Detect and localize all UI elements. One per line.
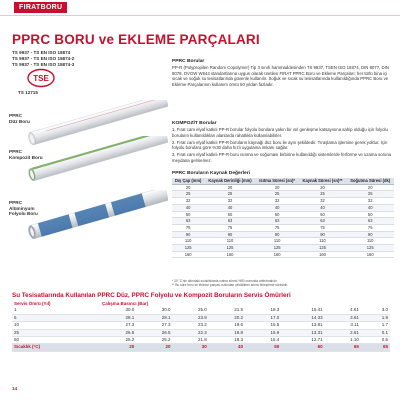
section-heading: KOMPOZİT Borular: [172, 121, 217, 126]
top-rule: [0, 15, 400, 16]
weld-header-cell: Kaynak Derinliği (mm): [204, 178, 255, 184]
table-cell: 20: [256, 184, 299, 191]
weld-note: ** Bu süre boru ve ekleme parçası ısıtıcıdan çekildikten sonra birleştirme süresidir.: [172, 283, 289, 287]
table-cell: 50: [172, 211, 204, 218]
table-row: [172, 231, 394, 238]
table-cell: 50: [346, 211, 394, 218]
table-row: [12, 329, 390, 336]
tse-standard-label: TS 12715: [18, 90, 38, 95]
page-title: PPRC BORU ve EKLEME PARÇALARI: [12, 32, 260, 47]
table-cell: 32: [256, 198, 299, 205]
table-cell: 3.61: [325, 314, 361, 321]
page-number: 14: [12, 386, 18, 391]
table-cell: 110: [346, 238, 394, 245]
tse-logo-icon: [26, 68, 56, 88]
table-row: [172, 204, 394, 211]
table-cell: 90: [256, 231, 299, 238]
table-cell: 17.0: [245, 314, 281, 321]
temperature-row: [12, 344, 390, 351]
section-paragraph: 3. Fırat cam elyaf katkılı PP-R boru ısınma ve soğuması birbirine kullanıldığı sistemlerde ferforme ve uzama sorunu meydana gelmemez.: [172, 152, 392, 164]
table-cell: 63: [299, 218, 347, 225]
weld-notes: [172, 279, 394, 287]
table-cell: 21.8: [173, 337, 209, 344]
table-cell: 50: [12, 337, 100, 344]
brand-bar: [14, 0, 67, 15]
table-cell: 25.2: [136, 337, 172, 344]
weld-header-cell: Dış Çap (mm): [172, 178, 204, 184]
table-cell: 21.5: [209, 307, 245, 314]
table-cell: 90: [172, 231, 204, 238]
table-cell: 110: [172, 238, 204, 245]
table-cell: 5: [12, 314, 100, 321]
table-cell: 25: [299, 191, 347, 198]
table-cell: 18.8: [209, 329, 245, 336]
table-cell: 19.6: [209, 322, 245, 329]
table-cell: 4.61: [325, 307, 361, 314]
table-cell: 125: [299, 245, 347, 252]
service-life-title: Su Tesisatlarında Kullanılan PPRC Düz, PPRC Folyolu ve Kompozit Boruların Servis Ömürleri: [12, 292, 291, 299]
table-cell: 23.2: [173, 322, 209, 329]
table-cell: 125: [172, 245, 204, 252]
table-cell: 160: [256, 251, 299, 258]
table-cell: 28.1: [100, 314, 136, 321]
table-cell: 25.0: [173, 307, 209, 314]
table-cell: 63: [256, 218, 299, 225]
table-cell: 90: [346, 231, 394, 238]
table-cell: 0.1: [361, 329, 390, 336]
table-cell: 40: [299, 204, 347, 211]
pipe-label-line: Alüminyum: [9, 205, 35, 211]
table-cell: 1.9: [361, 314, 390, 321]
table-cell: 75: [256, 224, 299, 231]
table-row: [172, 238, 394, 245]
table-cell: 110: [204, 238, 255, 245]
table-cell: 15.41: [281, 307, 324, 314]
table-cell: 20: [172, 184, 204, 191]
table-row: [172, 218, 394, 225]
table-cell: 20.2: [209, 314, 245, 321]
table-cell: 14.33: [281, 314, 324, 321]
table-row: [12, 322, 390, 329]
table-cell: 23.9: [173, 314, 209, 321]
temperature-cell: 65: [361, 344, 390, 351]
table-cell: 40: [172, 204, 204, 211]
pipe-label-line: PPRC: [9, 149, 23, 154]
temperature-cell: 20: [100, 344, 136, 351]
table-cell: 25: [204, 191, 255, 198]
service-life-table: [12, 301, 390, 352]
table-cell: 3.0: [361, 307, 390, 314]
table-row: [172, 251, 394, 258]
section-paragraph: 1. Fırat cam elyaf katkılı PP-R borular folyolu borulara yakın bir ısıl genleşme katsayısına sahip olduğu için folyolu boruların kullanıldıkları alanlarda rahatlıkla kullanılabilirler.: [172, 127, 388, 138]
table-cell: 32: [299, 198, 347, 205]
pipe-label-line: Düz Boru: [9, 118, 30, 124]
table-row: [172, 211, 394, 218]
standard-item: TS 9937 - TS EN ISO 15874-2: [12, 55, 75, 61]
table-cell: 75: [299, 224, 347, 231]
temperature-cell: 65: [325, 344, 361, 351]
table-row: [172, 224, 394, 231]
weld-table: [172, 178, 394, 258]
table-row: [12, 307, 390, 314]
weld-note: * 20 °C'nin altındaki sıcaklıklarda ısıtma süresi %50 oranında arttırılmalıdır.: [172, 279, 278, 283]
temperature-cell: 50: [245, 344, 281, 351]
table-cell: 50: [256, 211, 299, 218]
table-cell: 63: [346, 218, 394, 225]
table-cell: 3.11: [325, 322, 361, 329]
weld-table-body: [172, 184, 394, 258]
temperature-cell: 60: [281, 344, 324, 351]
table-cell: 13.81: [281, 322, 324, 329]
table-cell: 125: [204, 245, 255, 252]
table-cell: 22.3: [173, 329, 209, 336]
service-life-body: [12, 307, 390, 351]
pressure-header: Çalışma Basıncı (Bar): [102, 301, 149, 306]
section-paragraph: 2. Fırat cam elyaf katkılı PP-R boruların kaynağı düz boru ile aynı şekildedir. Tıraşlama işlemine gerek yoktur. İçin folyolu borulara göre %30 daha hızlı uygulama imkanı sağlar.: [172, 139, 388, 151]
table-cell: 90: [299, 231, 347, 238]
table-cell: 28.1: [136, 314, 172, 321]
section-pprc: [172, 59, 394, 89]
table-row: [172, 198, 394, 205]
section-composite: [172, 121, 394, 165]
table-cell: 27.3: [136, 322, 172, 329]
brand-logo: FIRATBORU: [14, 2, 67, 13]
section-paragraph: PP-R (Polypropilen Random Copolymer) Tip 3 sınıfı hammaddesinden TS 9937, TSEN ISO 15874, DIN 8077, DIN 8078, DVGW W544 standartlarına uygun olarak üretilen FIRAT PPRC Boru ve Ekleme Parçaları; her türlü bina içi sıcak ve soğuk su tesisatlarında güvenle kullanılır. Soğuk ve sıcak su tesisatlarında kullanıldığında PPRC Boru ve Ekleme Parçalarının kullanım ömrü 50 yıldan fazladır.: [172, 65, 389, 87]
table-row: [172, 184, 394, 191]
table-cell: 1: [12, 307, 100, 314]
table-cell: 13.31: [281, 329, 324, 336]
table-cell: 1.7: [361, 322, 390, 329]
table-cell: 18.3: [245, 307, 281, 314]
pipe-label-line: Kompozit Boru: [9, 154, 43, 160]
table-cell: 110: [256, 238, 299, 245]
table-cell: 32: [204, 198, 255, 205]
table-cell: 27.3: [100, 322, 136, 329]
table-cell: 25: [346, 191, 394, 198]
table-cell: 40: [346, 204, 394, 211]
weld-header-cell: Soğutma Süresi (dk): [346, 178, 394, 184]
weld-header-cell: Kaynak Süresi (sn)**: [299, 178, 347, 184]
table-cell: 1.10: [325, 337, 361, 344]
section-heading: PPRC Borular: [172, 59, 205, 64]
table-cell: 75: [346, 224, 394, 231]
standard-item: TS 9937 - TS EN ISO 15874-3: [12, 61, 75, 67]
temperature-cell: 40: [209, 344, 245, 351]
table-cell: 0.5: [361, 337, 390, 344]
table-cell: 10: [12, 322, 100, 329]
table-cell: 20: [299, 184, 347, 191]
table-cell: 25.2: [100, 337, 136, 344]
table-cell: 26.5: [136, 329, 172, 336]
table-cell: 15.9: [245, 329, 281, 336]
table-cell: 32: [172, 198, 204, 205]
table-cell: 63: [204, 218, 255, 225]
table-cell: 50: [299, 211, 347, 218]
table-cell: 30.0: [136, 307, 172, 314]
table-cell: 25: [12, 329, 100, 336]
temperature-cell: 30: [173, 344, 209, 351]
table-cell: 20: [346, 184, 394, 191]
table-cell: 16.5: [245, 322, 281, 329]
composite-pipe-image: [16, 136, 168, 182]
temperature-label: Sıcaklık (°C): [12, 344, 100, 351]
table-cell: 160: [172, 251, 204, 258]
table-cell: 50: [204, 211, 255, 218]
table-cell: 160: [299, 251, 347, 258]
table-cell: 125: [256, 245, 299, 252]
table-cell: 160: [204, 251, 255, 258]
service-life-col-header: Servis Ömrü (Yıl): [14, 301, 51, 306]
table-cell: 25: [172, 191, 204, 198]
tse-logo-text: TSE: [33, 74, 49, 83]
table-row: [12, 314, 390, 321]
table-cell: 20: [204, 184, 255, 191]
weld-table-title: PPRC Boruların Kaynak Değerleri: [172, 171, 251, 176]
table-cell: 40: [256, 204, 299, 211]
table-row: [172, 191, 394, 198]
table-cell: 160: [346, 251, 394, 258]
pipe-label-line: Folyolu Boru: [9, 211, 38, 217]
table-cell: 2.61: [325, 329, 361, 336]
table-row: [172, 245, 394, 252]
table-cell: 18.3: [209, 337, 245, 344]
table-cell: 75: [204, 224, 255, 231]
temperature-cell: 20: [136, 344, 172, 351]
table-cell: 110: [299, 238, 347, 245]
weld-header-cell: Isıtma Süresi (sn)*: [256, 178, 299, 184]
pipe-label-line: PPRC: [9, 200, 23, 205]
table-cell: 26.5: [100, 329, 136, 336]
standard-item: TS 9937 - TS EN ISO 15874: [12, 50, 71, 55]
table-cell: 25: [256, 191, 299, 198]
table-cell: 32: [346, 198, 394, 205]
table-cell: 90: [204, 231, 255, 238]
standards-list: [12, 50, 74, 67]
table-cell: 15.4: [245, 337, 281, 344]
aluminium-pipe-image: [16, 190, 168, 242]
table-row: [12, 337, 390, 344]
pipe-label-line: PPRC: [9, 113, 23, 118]
table-cell: 63: [172, 218, 204, 225]
table-cell: 75: [172, 224, 204, 231]
table-cell: 30.0: [100, 307, 136, 314]
table-cell: 125: [346, 245, 394, 252]
table-cell: 40: [204, 204, 255, 211]
table-cell: 12.71: [281, 337, 324, 344]
